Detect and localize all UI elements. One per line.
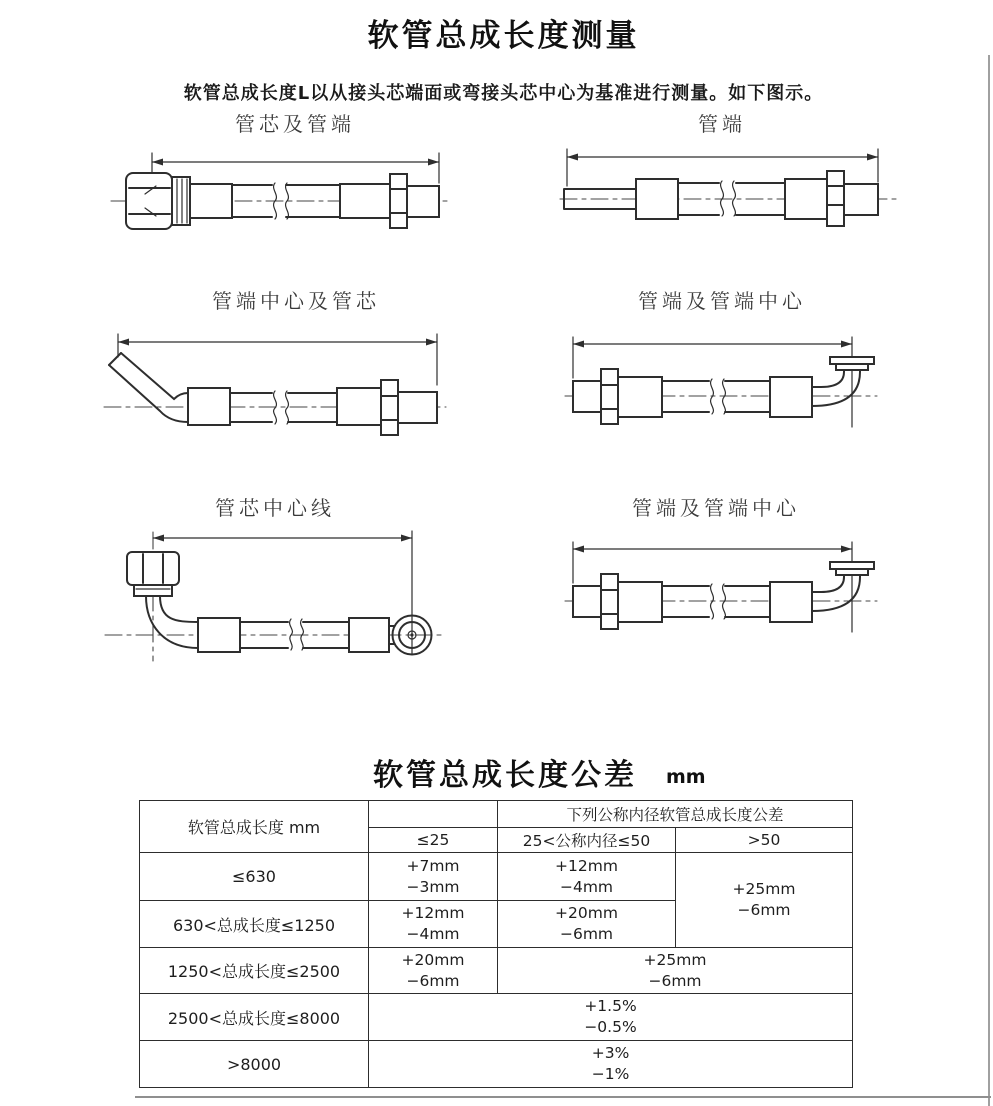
table-subheader-le25: ≤25: [369, 828, 498, 853]
tolerance-cell: [676, 853, 853, 948]
diagram6-label: 管端及管端中心: [632, 496, 800, 520]
row-label: 630<总成长度≤1250: [140, 901, 369, 948]
table-row: [140, 853, 853, 901]
hose-diagram-core-centerline: [103, 518, 448, 668]
hose-diagram-pipe-end: [558, 138, 898, 243]
tolerance-minus: −6mm: [406, 971, 460, 990]
dimension: [118, 334, 437, 385]
row-label: 2500<总成长度≤8000: [140, 994, 369, 1041]
tolerance-plus: +1.5%: [584, 997, 637, 1015]
tolerance-cell: [369, 901, 498, 948]
row-label: ≤630: [140, 853, 369, 901]
tolerance-minus: −6mm: [737, 901, 791, 919]
tolerance-table: [139, 800, 853, 1088]
tolerance-cell: [369, 1041, 853, 1088]
tolerance-minus: −0.5%: [584, 1018, 637, 1036]
tolerance-cell: [369, 853, 498, 901]
hose-assembly: [127, 552, 432, 655]
tolerance-minus: −4mm: [559, 877, 614, 896]
tolerance-plus: +25mm: [643, 950, 707, 969]
hose-assembly: [573, 357, 874, 424]
table-row: [140, 994, 853, 1041]
table-subheader-gt50: >50: [676, 828, 853, 853]
hose-diagram-end-and-elbow-center: [563, 330, 888, 435]
tolerance-minus: −3mm: [406, 877, 460, 896]
hose-diagram-core-and-end: [105, 138, 455, 248]
table-header-row-1: [140, 801, 853, 828]
page-title: 软管总成长度测量: [367, 18, 640, 54]
table-row: [140, 948, 853, 994]
diagram2-label: 管端: [698, 112, 746, 136]
scan-bottom-line: [135, 1096, 991, 1098]
table-header-empty-cell: [369, 801, 498, 828]
table-header-length: 软管总成长度 mm: [140, 801, 369, 853]
table-subheader-25to50: 25<公称内径≤50: [498, 828, 676, 853]
diagram1-label: 管芯及管端: [235, 112, 355, 136]
tolerance-plus: +3%: [591, 1044, 630, 1062]
tolerance-minus: −1%: [591, 1065, 630, 1083]
tolerance-cell: [498, 853, 676, 901]
tolerance-cell: [369, 994, 853, 1041]
tolerance-plus: +25mm: [732, 880, 796, 898]
hose-assembly: [109, 353, 437, 435]
hose-diagram-bent-tube-and-core: [100, 283, 450, 443]
tolerance-minus: −4mm: [406, 925, 460, 943]
row-label: 1250<总成长度≤2500: [140, 948, 369, 994]
tolerance-cell: [369, 948, 498, 994]
diagram4-label: 管端及管端中心: [638, 289, 806, 313]
scan-edge-line: [988, 55, 990, 1106]
diagram3-label: 管端中心及管芯: [212, 289, 380, 313]
tolerance-section-title: 软管总成长度公差: [373, 758, 637, 793]
tolerance-plus: +7mm: [406, 856, 460, 875]
tolerance-plus: +20mm: [401, 950, 465, 969]
diagram5-label: 管芯中心线: [215, 496, 335, 520]
hose-assembly: [573, 562, 874, 629]
tolerance-plus: +20mm: [555, 904, 618, 922]
intro-text: 软管总成长度L以从接头芯端面或弯接头芯中心为基准进行测量。如下图示。: [183, 83, 824, 104]
table-header-group: 下列公称内径软管总成长度公差: [498, 801, 853, 828]
tolerance-unit-label: mm: [666, 766, 706, 788]
tolerance-minus: −6mm: [559, 925, 614, 943]
table-row: [140, 1041, 853, 1088]
row-label: >8000: [140, 1041, 369, 1088]
tolerance-plus: +12mm: [555, 856, 618, 875]
hose-diagram-end-and-elbow-center-2: [563, 535, 888, 640]
tolerance-plus: +12mm: [401, 904, 465, 922]
tolerance-minus: −6mm: [648, 971, 702, 990]
tolerance-cell: [498, 948, 853, 994]
tolerance-cell: [498, 901, 676, 948]
